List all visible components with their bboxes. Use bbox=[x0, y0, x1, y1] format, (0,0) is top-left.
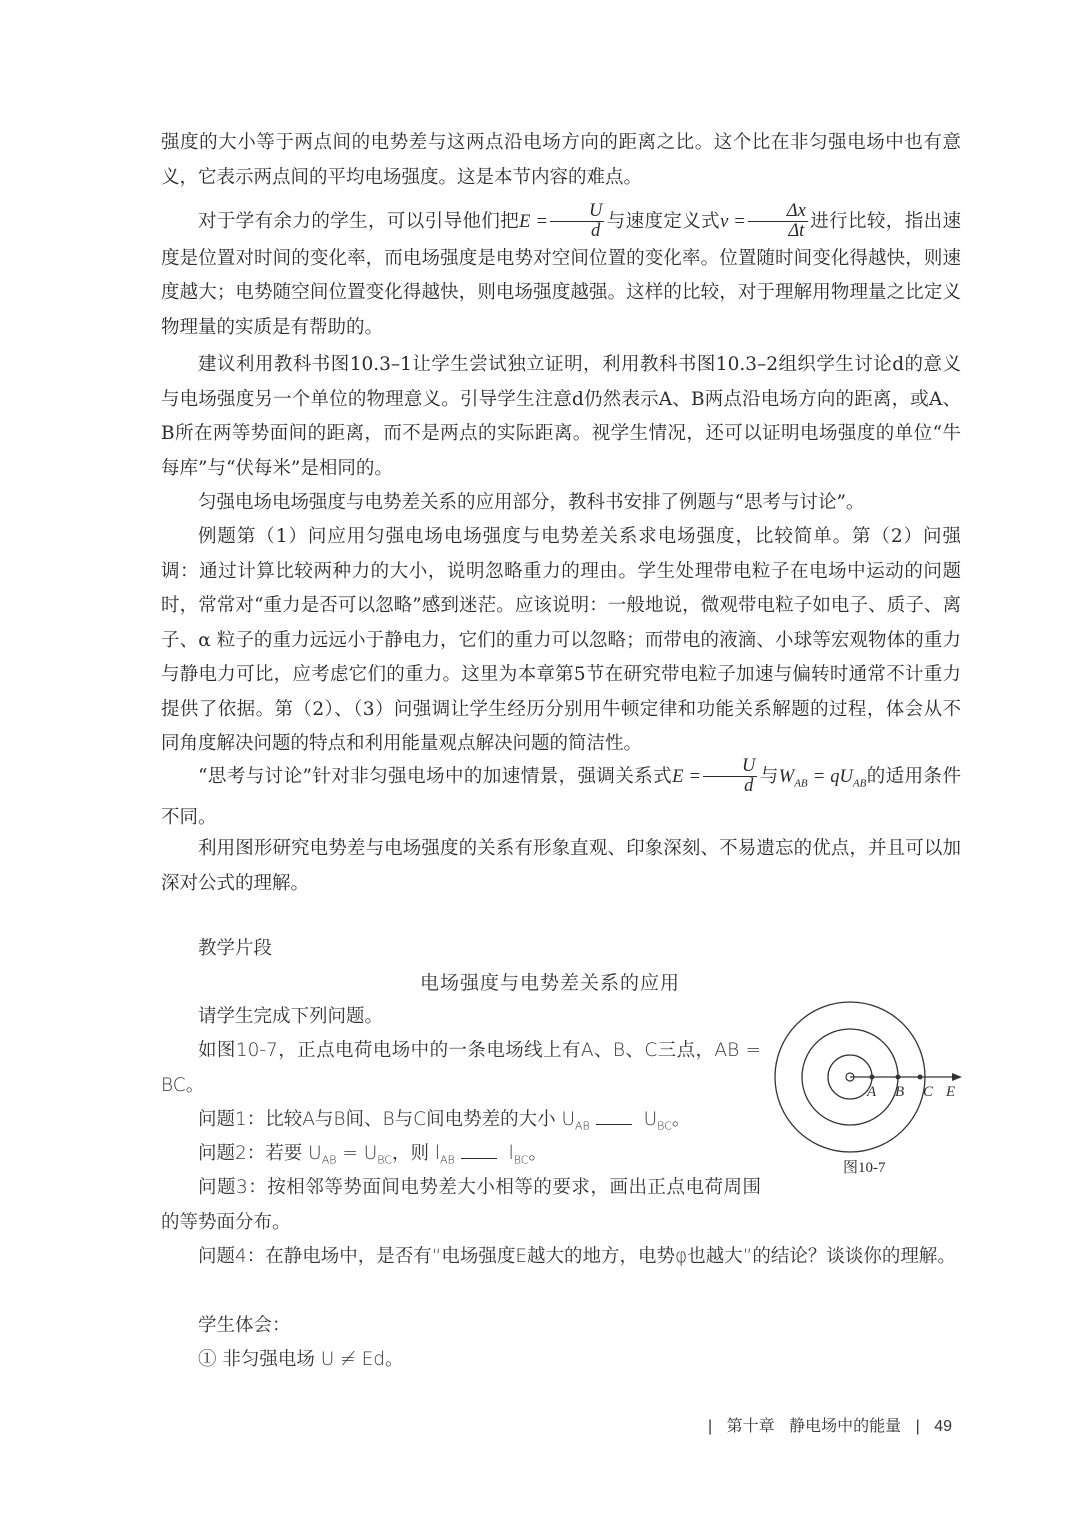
frac-den: Δt bbox=[788, 221, 805, 242]
paragraph-continued: 强度的大小等于两点间的电势差与这两点沿电场方向的距离之比。这个比在非匀强电场中也有意义，它表示两点间的平均电场强度。这是本节内容的难点。 bbox=[161, 132, 961, 188]
frac-num: U bbox=[703, 757, 757, 777]
frac-den: d bbox=[744, 776, 754, 797]
q2-sub-lbc: BC bbox=[513, 1153, 529, 1167]
q2-text-b: = U bbox=[336, 1143, 378, 1164]
segment-setup: 如图10-7，正点电荷电场中的一条电场线上有A、B、C三点，AB = BC。 bbox=[161, 1040, 761, 1096]
question-4: 问题4：在静电场中，是否有“电场强度E越大的地方，电势φ也越大”的结论？谈谈你的理解。 bbox=[198, 1246, 956, 1267]
label-a: A bbox=[867, 1084, 877, 1100]
q1-text-a: 问题1：比较A与B间、B与C间电势差的大小 U bbox=[198, 1109, 575, 1130]
answer-blank bbox=[596, 1110, 632, 1125]
q2-sub-ab: AB bbox=[321, 1153, 337, 1167]
formula-w-ab bbox=[778, 766, 867, 790]
frac-num: Δx bbox=[748, 202, 808, 222]
answer-blank bbox=[461, 1144, 497, 1159]
segment-intro: 请学生完成下列问题。 bbox=[198, 1006, 384, 1027]
footer-title: 静电场中的能量 bbox=[789, 1418, 902, 1435]
figure-caption: 图10-7 bbox=[843, 1160, 886, 1176]
point-c-dot bbox=[918, 1075, 923, 1080]
q1-end: 。 bbox=[671, 1109, 691, 1130]
p5-text-a: “思考与讨论”针对非匀强电场中的加速情景，强调关系式 bbox=[198, 765, 673, 787]
w-symbol: W bbox=[778, 766, 795, 787]
w-eq-mid: = qU bbox=[807, 766, 853, 787]
q2-sub-bc: BC bbox=[377, 1153, 392, 1167]
label-c: C bbox=[923, 1084, 934, 1100]
equipotential-figure bbox=[770, 1000, 970, 1155]
q1-text-b: U bbox=[637, 1109, 658, 1130]
formula-dx-over-dt bbox=[748, 202, 808, 242]
q2-sub-lab: AB bbox=[439, 1153, 455, 1167]
formula-v-lhs: v = bbox=[720, 211, 746, 232]
page-number: 49 bbox=[934, 1418, 952, 1435]
point-b-dot bbox=[896, 1075, 901, 1080]
frac-num: U bbox=[550, 202, 604, 222]
paragraph-application: 匀强电场电场强度与电势差关系的应用部分，教科书安排了例题与“思考与讨论”。 bbox=[198, 492, 865, 513]
frac-den: d bbox=[591, 221, 601, 242]
q2-text-d: l bbox=[502, 1143, 514, 1164]
label-b: B bbox=[895, 1084, 905, 1100]
point-a-dot bbox=[870, 1075, 875, 1080]
page-footer bbox=[698, 1413, 952, 1436]
experience-item-1: ① 非匀强电场 U ≠ Ed。 bbox=[198, 1349, 404, 1370]
footer-separator-left: | bbox=[708, 1418, 713, 1435]
paragraph-suggestion: 建议利用教科书图10.3–1让学生尝试独立证明，利用教科书图10.3–2组织学生讨论d的意义与电场强度另一个单位的物理意义。引导学生注意d仍然表示A、B两点沿电场方向的距离，或A、B所在两等势面间的距离，而不是两点的实际距离。视学生情况，还可以证明电场强度的单位“牛每库”与“伏每米”是相同的。 bbox=[161, 354, 961, 479]
p5-text-c: 的适用条件不同。 bbox=[161, 765, 961, 829]
experience-label: 学生体会： bbox=[198, 1315, 291, 1336]
paragraph-analogy bbox=[161, 202, 961, 345]
question-3: 问题3：按相邻等势面间电势差大小相等的要求，画出正点电荷周围的等势面分布。 bbox=[161, 1177, 761, 1233]
q2-text-a: 问题2：若要 U bbox=[198, 1143, 322, 1164]
label-e: E bbox=[946, 1084, 956, 1100]
p1-text-c: 进行比较，指出速度是位置对时间的变化率，而电场强度是电势对空间位置的变化率。位置随时间变化得越快，则速度越大；电势随空间位置变化得越快，则电场强度越强。这样的比较，对于理解用物理量之比定义物理量的实质是有帮助的。 bbox=[161, 210, 961, 338]
paragraph-example: 例题第（1）问应用匀强电场电场强度与电势差关系求电场强度，比较简单。第（2）问强调：通过计算比较两种力的大小，说明忽略重力的理由。学生处理带电粒子在电场中运动的问题时，常常对“重力是否可以忽略”感到迷茫。应该说明：一般地说，微观带电粒子如电子、质子、离子、α 粒子的重力远远小于静电力，它们的重力可以忽略；而带电的液滴、小球等宏观物体的重力与静电力可比，应考虑它们的重力。这里为本章第5节在研究带电粒子加速与偏转时通常不计重力提供了依据。第（2）、（3）问强调让学生经历分别用牛顿定律和功能关系解题的过程，体会从不同角度解决问题的特点和利用能量观点解决问题的简洁性。 bbox=[161, 526, 961, 754]
footer-chapter: 第十章 bbox=[726, 1418, 775, 1435]
formula-e-lhs: E = bbox=[519, 211, 548, 232]
formula-e-lhs: E = bbox=[672, 766, 702, 787]
p5-text-b: 与 bbox=[759, 765, 779, 787]
p1-text-a: 对于学有余力的学生，可以引导他们把 bbox=[198, 210, 520, 232]
arrow-head-icon bbox=[952, 1073, 962, 1081]
u-sub: AB bbox=[852, 777, 867, 790]
p1-text-b: 与速度定义式 bbox=[606, 210, 721, 232]
segment-label: 教学片段 bbox=[198, 938, 273, 959]
formula-u-over-d bbox=[703, 757, 757, 797]
segment-title: 电场强度与电势差关系的应用 bbox=[420, 972, 681, 994]
q2-end: 。 bbox=[528, 1143, 547, 1164]
q1-sub-ab: AB bbox=[575, 1119, 590, 1133]
footer-separator-right: | bbox=[915, 1418, 920, 1435]
formula-u-over-d bbox=[550, 202, 604, 242]
q1-sub-bc: BC bbox=[657, 1119, 672, 1133]
w-sub: AB bbox=[794, 777, 808, 790]
paragraph-discussion bbox=[161, 757, 961, 836]
paragraph-graph: 利用图形研究电势差与电场强度的关系有形象直观、印象深刻、不易遗忘的优点，并且可以加深对公式的理解。 bbox=[161, 838, 961, 894]
q2-text-c: ，则 l bbox=[391, 1143, 440, 1164]
